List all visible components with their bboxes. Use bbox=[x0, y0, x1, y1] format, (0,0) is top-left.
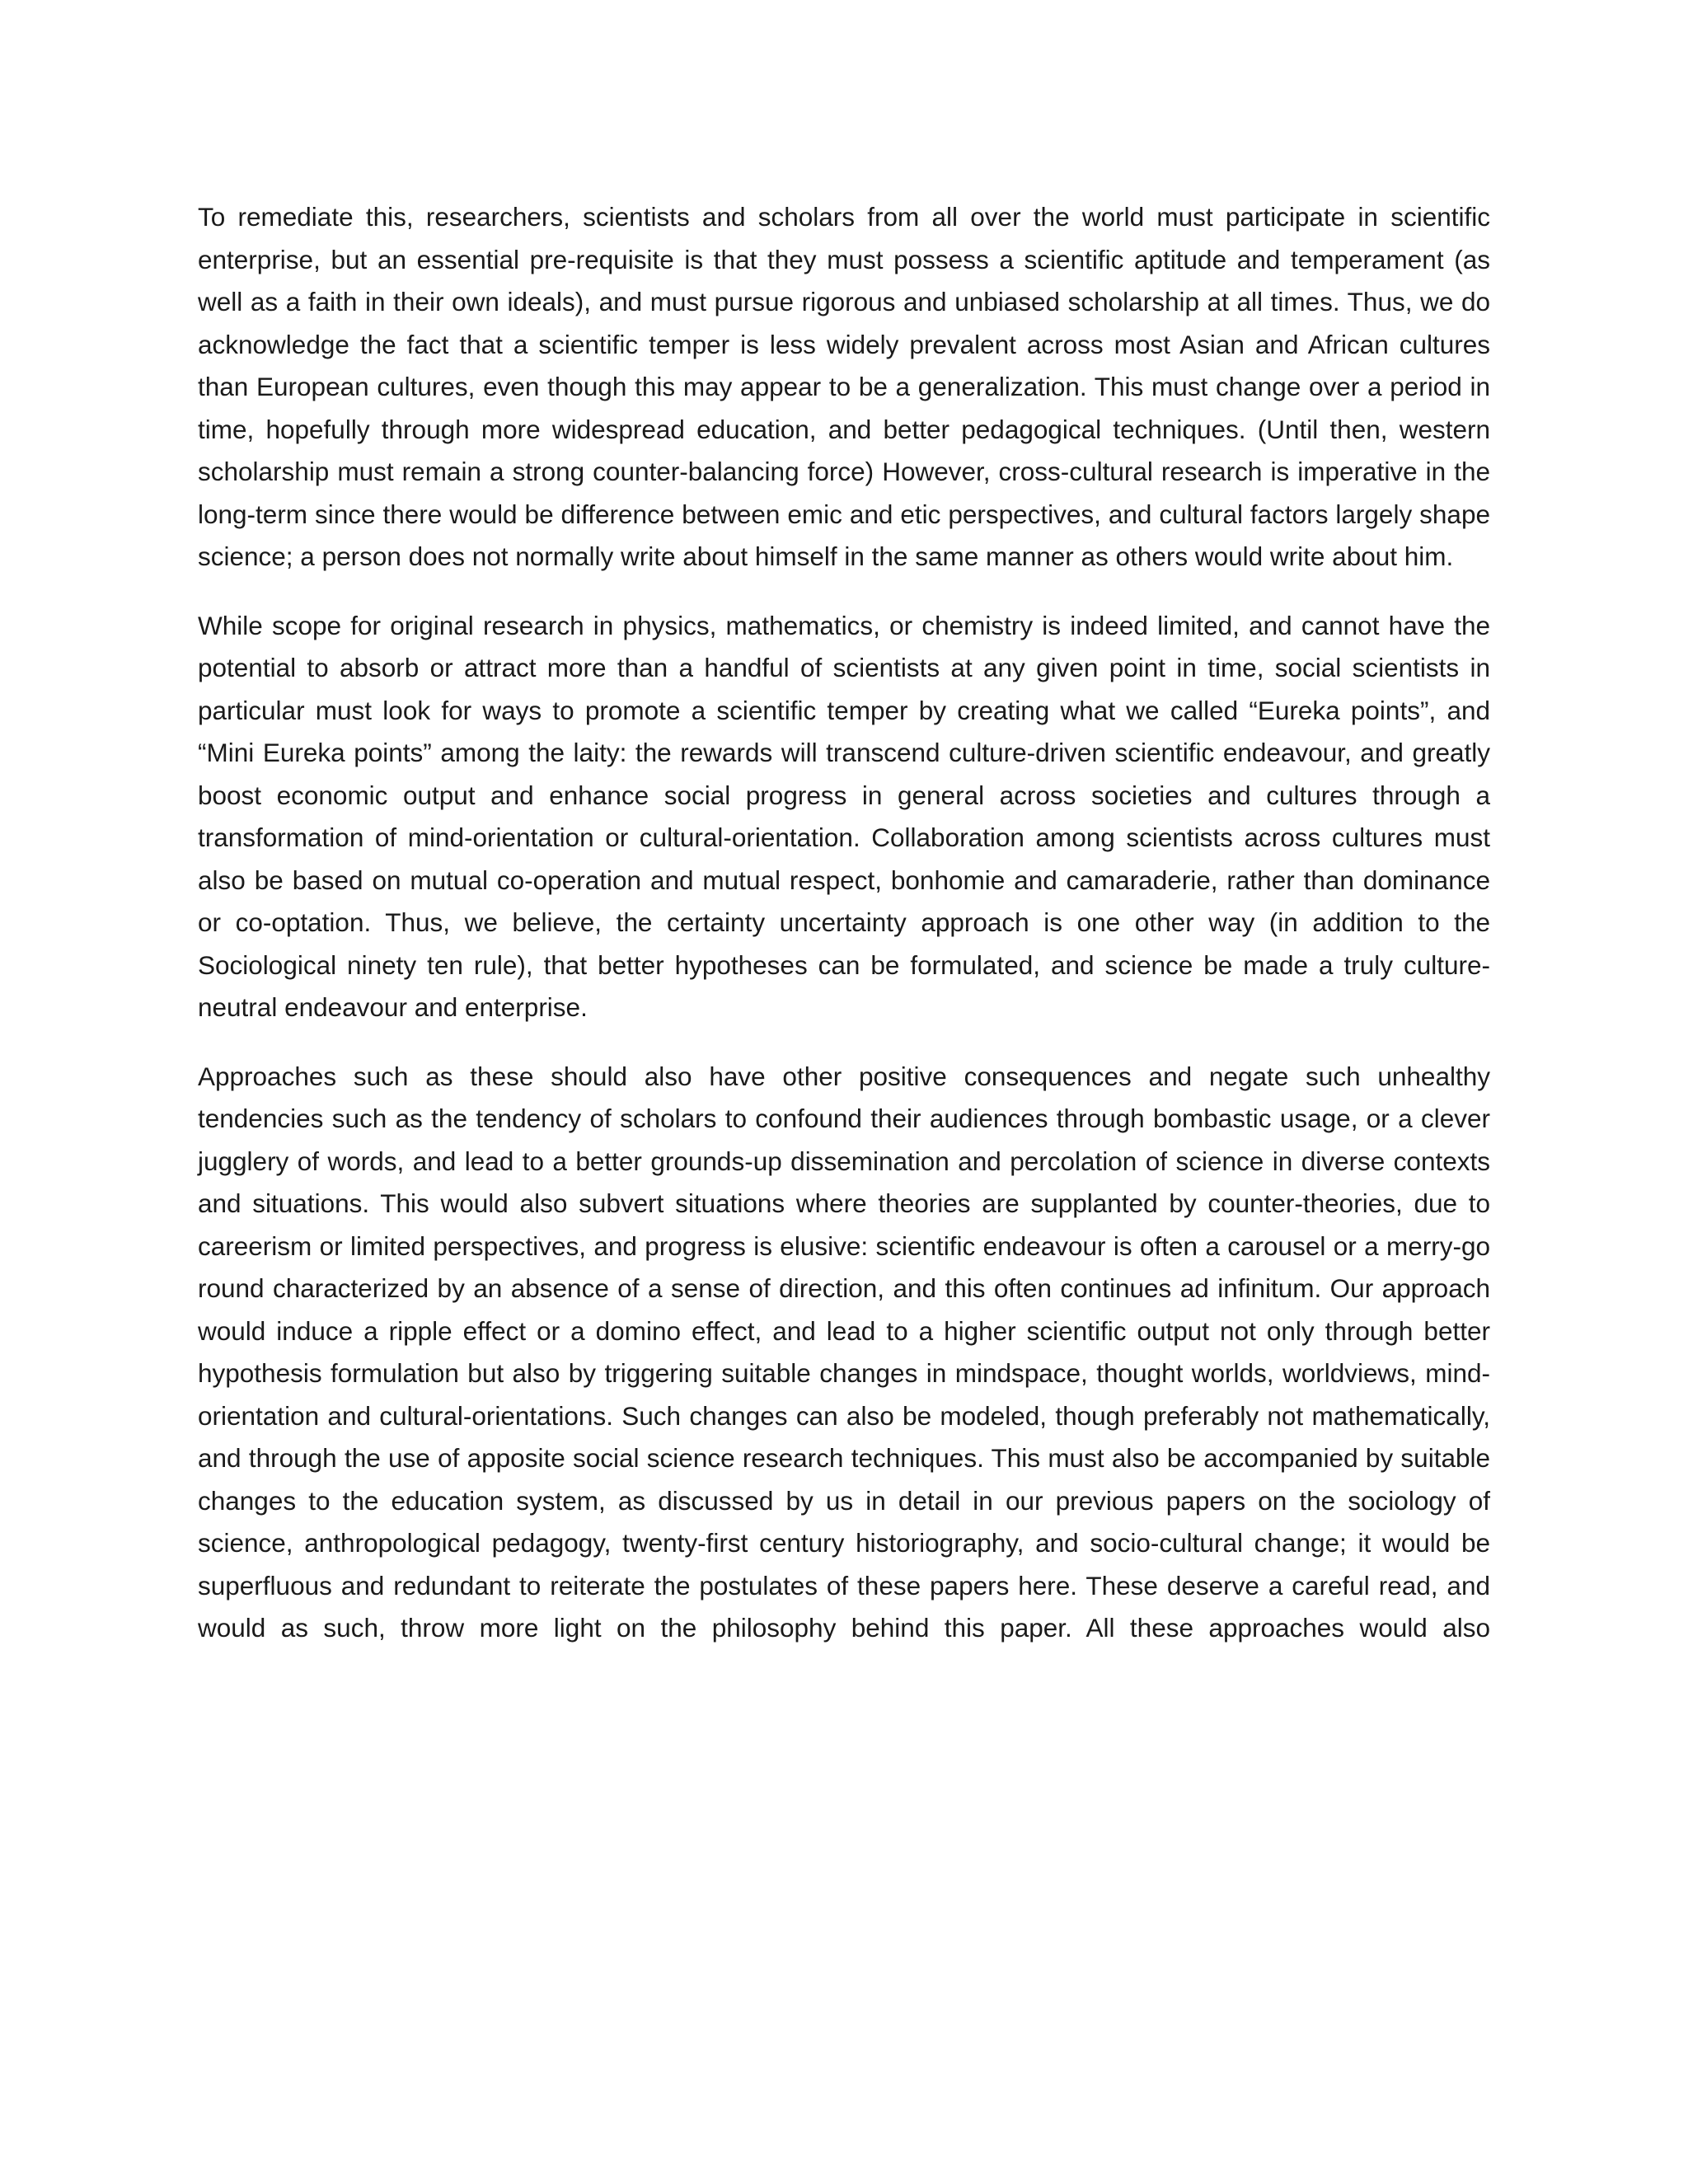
body-text bbox=[198, 196, 1490, 1676]
paragraph-2: While scope for original research in physics, mathematics, or chemistry is indeed limited, and cannot have the potential to absorb or attract more than a handful of scientists at any given point in time, social scientists in particular must look for ways to promote a scientific temper by creating what we called “Eureka points”, and “Mini Eureka points” among the laity: the rewards will transcend culture-driven scientific endeavour, and greatly boost economic output and enhance social progress in general across societies and cultures through a transformation of mind-orientation or cultural-orientation. Collaboration among scientists across cultures must also be based on mutual co-operation and mutual respect, bonhomie and camaraderie, rather than dominance or co-optation. Thus, we believe, the certainty uncertainty approach is one other way (in addition to the Sociological ninety ten rule), that better hypotheses can be formulated, and science be made a truly culture-neutral endeavour and enterprise. bbox=[198, 610, 1490, 1022]
paragraph-1: To remediate this, researchers, scientists and scholars from all over the world must participate in scientific enterprise, but an essential pre-requisite is that they must possess a scientific aptitude and temperament (as well as a faith in their own ideals), and must pursue rigorous and unbiased scholarship at all times. Thus, we do acknowledge the fact that a scientific temper is less widely prevalent across most Asian and African cultures than European cultures, even though this may appear to be a generalization. This must change over a period in time, hopefully through more widespread education, and better pedagogical techniques. (Until then, western scholarship must remain a strong counter-balancing force) However, cross-cultural research is imperative in the long-term since there would be difference between emic and etic perspectives, and cultural factors largely shape science; a person does not normally write about himself in the same manner as others would write about him. bbox=[198, 202, 1490, 571]
paragraph-3: Approaches such as these should also have other positive consequences and negate such unhealthy tendencies such as the tendency of scholars to confound their audiences through bombastic usage, or a clever jugglery of words, and lead to a better grounds-up dissemination and percolation of science in diverse contexts and situations. This would also subvert situations where theories are supplanted by counter-theories, due to careerism or limited perspectives, and progress is elusive: scientific endeavour is often a carousel or a merry-go round characterized by an absence of a sense of direction, and this often continues ad infinitum. Our approach would induce a ripple effect or a domino effect, and lead to a higher scientific output not only through better hypothesis formulation but also by triggering suitable changes in mindspace, thought worlds, worldviews, mind-orientation and cultural-orientations. Such changes can also be modeled, though preferably not mathematically, and through the use of apposite social science research techniques. This must also be accompanied by suitable changes to the education system, as discussed by us in detail in our previous papers on the sociology of science, anthropological pedagogy, twenty-first century historiography, and socio-cultural change; it would be superfluous and redundant to reiterate the postulates of these papers here. These deserve a careful read, and would as such, throw more light on the philosophy behind this paper. All these approaches would also bbox=[198, 1061, 1490, 1643]
